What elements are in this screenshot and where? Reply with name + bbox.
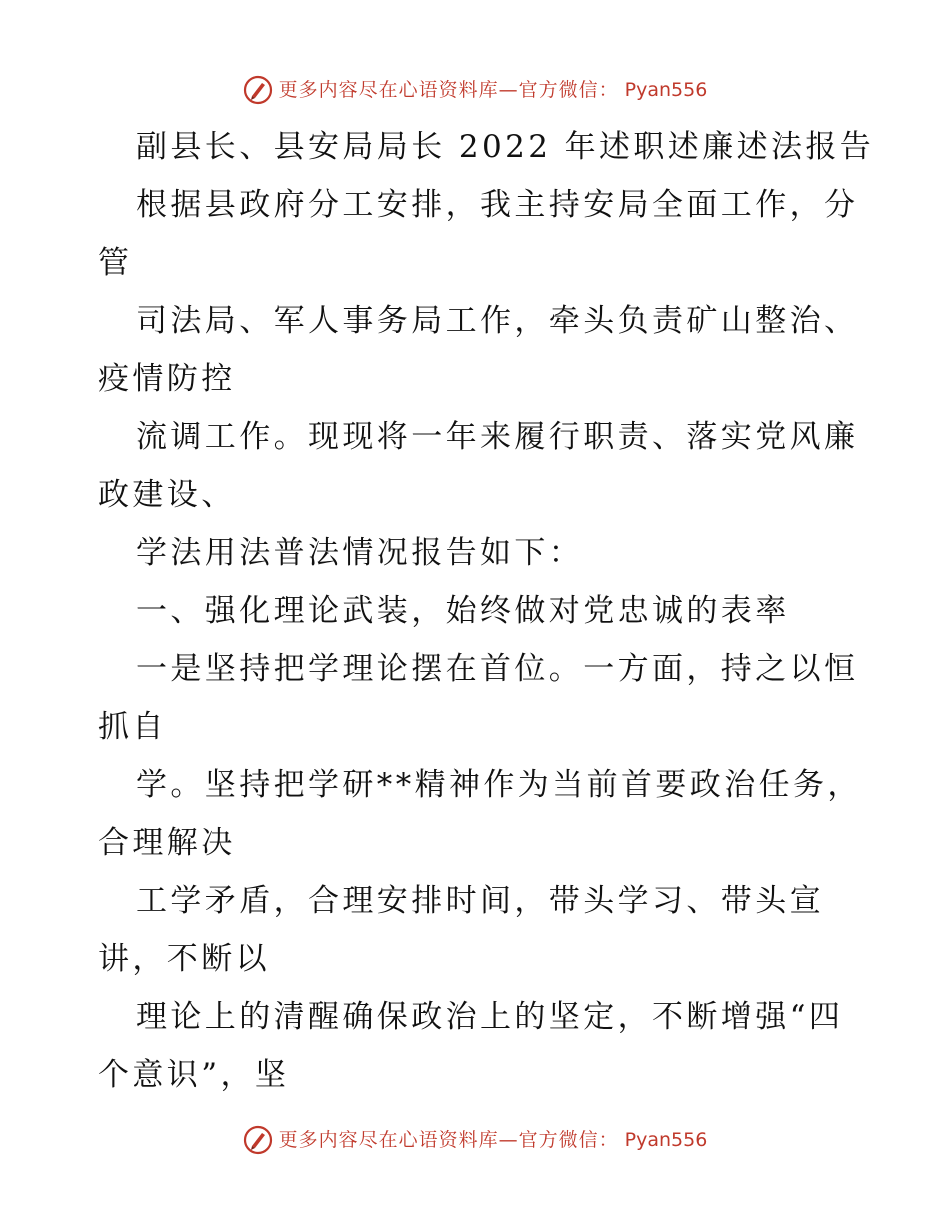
section-heading: 一、强化理论武装，始终做对党忠诚的表率 [136, 593, 790, 629]
text-line: 政建设、 [98, 477, 236, 513]
text-line: 学法用法普法情况报告如下： [136, 535, 584, 571]
text-line: 合理解决 [98, 825, 236, 861]
text-line: 根据县政府分工安排，我主持安局全面工作，分 [136, 187, 859, 223]
watermark-text: 更多内容尽在心语资料库—官方微信： [278, 79, 619, 101]
text-line: 讲，不断以 [98, 941, 270, 977]
watermark-wechat-id: Pyan556 [624, 1129, 708, 1151]
text-line: 个意识”，坚 [98, 1057, 290, 1093]
text-line: 抓自 [98, 709, 167, 745]
document-title: 副县长、县安局局长 2022 年述职述廉述法报告 [136, 129, 875, 165]
footer-watermark-banner [0, 1120, 950, 1160]
text-line: 学。坚持把学研**精神作为当前首要政治任务， [136, 767, 862, 803]
text-line: 一是坚持把学理论摆在首位。一方面，持之以恒 [136, 651, 859, 687]
text-line: 理论上的清醒确保政治上的坚定，不断增强“四 [136, 999, 844, 1035]
header-watermark-banner [0, 70, 950, 110]
text-line: 疫情防控 [98, 361, 236, 397]
pen-logo-icon [243, 75, 273, 105]
text-line: 司法局、军人事务局工作，牵头负责矿山整治、 [136, 303, 859, 339]
text-line: 流调工作。现现将一年来履行职责、落实党风廉 [136, 419, 859, 455]
pen-logo-icon [243, 1125, 273, 1155]
watermark-text: 更多内容尽在心语资料库—官方微信： [278, 1129, 619, 1151]
document-body [98, 118, 875, 1104]
text-line: 工学矛盾，合理安排时间，带头学习、带头宣 [136, 883, 824, 919]
watermark-wechat-id: Pyan556 [624, 79, 708, 101]
text-line: 管 [98, 245, 133, 281]
